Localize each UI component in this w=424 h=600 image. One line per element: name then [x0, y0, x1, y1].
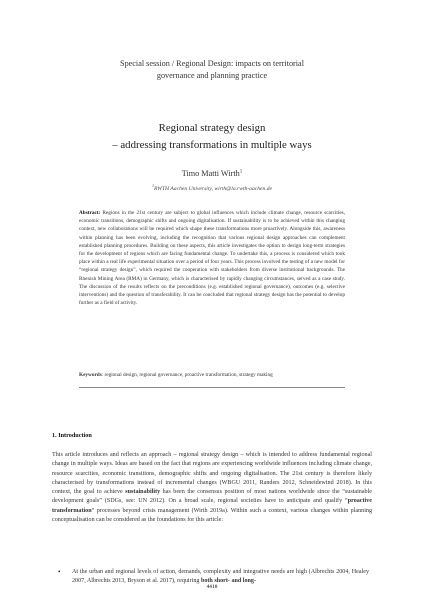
abstract-text: Regions in the 21st century are subject to global influences which include climate change, resource scarcities, economic transitions, demographic shifts and ongoing digitalisation. If sustainability is to be achieved within this changing context, new collaborations will be required which shape these transformations more proactively. Alongside this, awareness within planning has been evolving, including the recognition that various regional design approaches can complement established planning procedures. Building on these aspects, this article investigates the option to design long-term strategies for the development of regions which are facing fundamental change. To undertake this, a process is considered which took place within a real life experimental situation over a period of four years. This process involved the testing of a new model for “regional strategy design”, which required the cooperation with stakeholders from diverse institutional backgrounds. The Rhenish Mining Area (RMA) in Germany, which is characterised by rapidly changing circumstances, served as a case study. The discussion of the results reflects on the preconditions (e.g. established regional governance), outcomes (e.g. selective interventions) and the question of transferability. It can be concluded that regional strategy design has the potential to develop further as a field of activity.: [79, 210, 346, 307]
abstract: [79, 209, 345, 307]
abstract-label: Abstract:: [79, 210, 101, 216]
intro-text-3: ” processes beyond crisis management (Wirth 2019a). Within such a context, various changes within planning conceptualisation can be considered as the foundations for this article:: [52, 507, 372, 524]
bullet-text-plain: At the urban and regional levels of action, demands, complexity and integrative needs are high (Albrechts 2004, Healey 2007, Albrechts 2013, Bryson et al. 2017), requiring: [72, 569, 369, 585]
session-line-2: governance and planning practice: [156, 70, 268, 80]
affiliation-text: RWTH Aachen University, wirth@la.rwth-aachen.de: [153, 185, 273, 192]
bullet-text-bold: both short- and long-: [200, 578, 256, 585]
affiliation-marker: 1: [151, 183, 154, 188]
divider: [79, 387, 345, 388]
intro-bold-proactive: proactive transformation: [52, 498, 372, 514]
introduction-paragraph: [52, 451, 372, 525]
page-number: 4410: [206, 584, 218, 590]
title-line-1: Regional strategy design: [158, 122, 266, 134]
intro-text-1: This article introduces and reflects an approach – regional strategy design – which is intended to address fundamental regional change in multiple ways. Ideas are based on the fact that regions are experiencing worldwide influences including climate change, resource scarcities, economic transitions, demographic shifts and ongoing digitalisation. The 21st century is therefore likely characterised by transformations instead of incremental changes (WBGU 2011, Randers 2012, Schneidewind 2018). In this context, the goal to achieve: [52, 452, 372, 496]
session-header: [60, 58, 364, 81]
author-affiliation: [60, 183, 364, 192]
author-line: [60, 169, 364, 178]
keywords-label: Keywords: [79, 372, 102, 378]
section-heading-introduction: 1. Introduction: [52, 432, 92, 439]
author-superscript: 1: [239, 169, 243, 175]
intro-text-2: has been the consensus position of most nations worldwide since the “sustainable development goals” (SDGs, see: UN 2012). On a broad scale, regional societies have to anticipate and qualify “: [52, 489, 373, 505]
title-line-2: – addressing transformations in multiple ways: [112, 139, 312, 151]
keywords-text: : regional design, regional governance, proactive transformation, strategy making: [101, 372, 273, 378]
intro-bold-sustainability: sustainability: [125, 489, 161, 496]
session-line-1: Special session / Regional Design: impacts on territorial: [120, 59, 304, 68]
bullet-dot: •: [58, 568, 61, 576]
author-name: Timo Matti Wirth: [181, 169, 240, 178]
keywords: [79, 371, 345, 379]
paper-title: [60, 120, 364, 154]
